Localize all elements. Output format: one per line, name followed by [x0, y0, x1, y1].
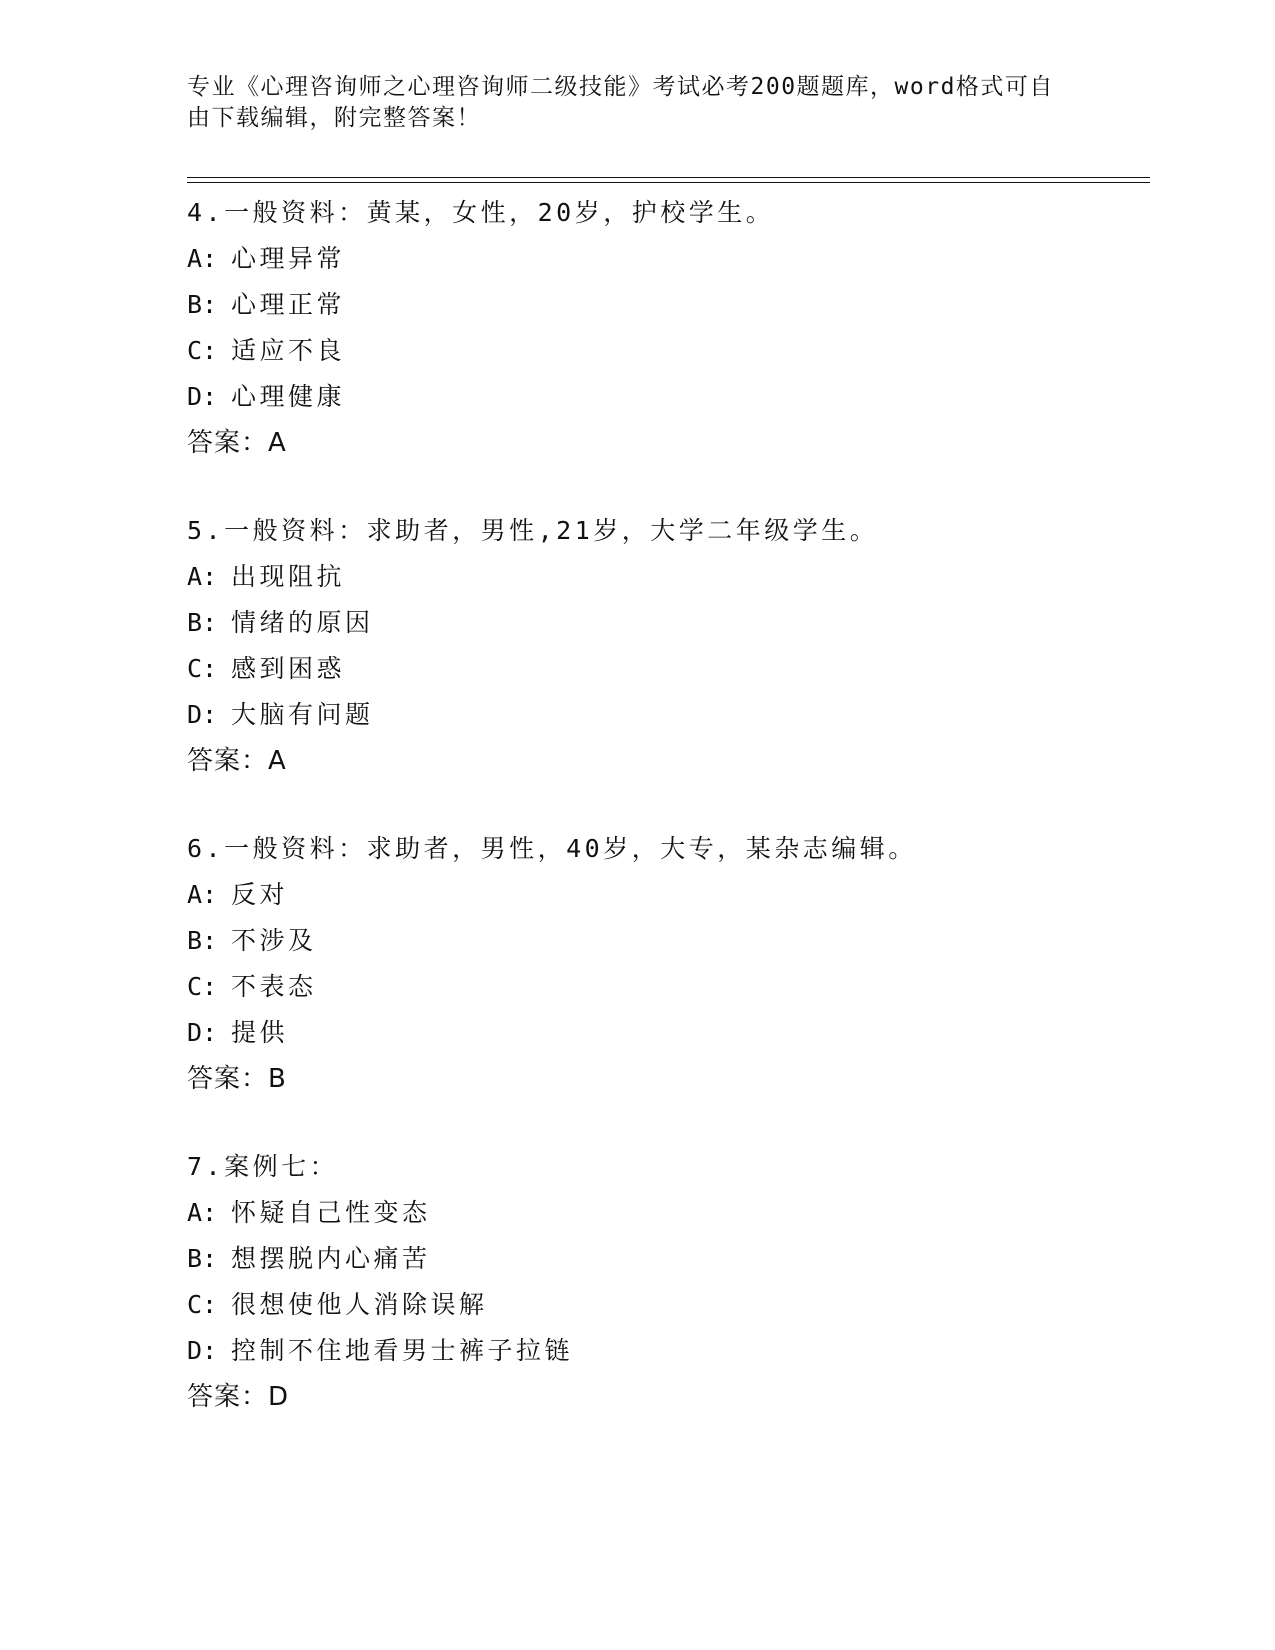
option-text: 大脑有问题 [231, 700, 374, 729]
option-text: 提供 [231, 1018, 289, 1047]
option-letter: C: [187, 1290, 218, 1319]
question-list [187, 190, 1147, 1462]
option-text: 出现阻抗 [231, 562, 346, 591]
option-letter: B: [187, 608, 218, 637]
option-c [187, 1282, 1147, 1328]
header-divider-top [187, 177, 1150, 178]
question-stem: 5.一般资料：求助者，男性,21岁，大学二年级学生。 [187, 516, 879, 545]
question-4 [187, 190, 1147, 466]
option-text: 不表态 [231, 972, 317, 1001]
option-letter: D: [187, 1018, 218, 1047]
option-letter: D: [187, 700, 218, 729]
option-c [187, 964, 1147, 1010]
option-text: 心理健康 [231, 382, 346, 411]
option-letter: C: [187, 654, 218, 683]
option-text: 很想使他人消除误解 [231, 1290, 488, 1319]
option-letter: C: [187, 336, 218, 365]
option-letter: A: [187, 562, 218, 591]
answer-line: 答案：A [187, 428, 287, 458]
header-line-1: 专业《心理咨询师之心理咨询师二级技能》考试必考200题题库，word格式可自 [187, 74, 1054, 100]
document-header [187, 72, 1077, 134]
option-letter: C: [187, 972, 218, 1001]
answer-line: 答案：D [187, 1382, 290, 1412]
option-text: 反对 [231, 880, 289, 909]
question-stem: 6.一般资料：求助者，男性，40岁，大专，某杂志编辑。 [187, 834, 917, 863]
answer-line: 答案：B [187, 1064, 287, 1094]
header-divider-bottom [187, 182, 1150, 183]
question-stem: 7.案例七： [187, 1152, 339, 1181]
option-a [187, 872, 1147, 918]
option-text: 想摆脱内心痛苦 [231, 1244, 431, 1273]
option-letter: B: [187, 926, 218, 955]
option-d [187, 374, 1147, 420]
question-5 [187, 508, 1147, 784]
option-b [187, 918, 1147, 964]
option-letter: A: [187, 1198, 218, 1227]
option-d [187, 1328, 1147, 1374]
option-letter: A: [187, 880, 218, 909]
option-a [187, 554, 1147, 600]
answer-line: 答案：A [187, 746, 287, 776]
option-text: 不涉及 [231, 926, 317, 955]
option-text: 心理异常 [231, 244, 346, 273]
option-text: 控制不住地看男士裤子拉链 [231, 1336, 574, 1365]
option-d [187, 1010, 1147, 1056]
option-b [187, 600, 1147, 646]
option-text: 感到困惑 [231, 654, 346, 683]
option-text: 怀疑自己性变态 [231, 1198, 431, 1227]
question-6 [187, 826, 1147, 1102]
option-d [187, 692, 1147, 738]
option-letter: D: [187, 382, 218, 411]
option-a [187, 1190, 1147, 1236]
option-text: 情绪的原因 [231, 608, 374, 637]
question-stem: 4.一般资料：黄某，女性，20岁，护校学生。 [187, 198, 775, 227]
option-letter: B: [187, 290, 218, 319]
option-c [187, 328, 1147, 374]
option-b [187, 282, 1147, 328]
question-7 [187, 1144, 1147, 1420]
option-letter: D: [187, 1336, 218, 1365]
option-text: 心理正常 [231, 290, 346, 319]
header-line-2: 由下载编辑，附完整答案！ [187, 105, 481, 131]
option-letter: B: [187, 1244, 218, 1273]
option-c [187, 646, 1147, 692]
option-b [187, 1236, 1147, 1282]
option-letter: A: [187, 244, 218, 273]
option-text: 适应不良 [231, 336, 346, 365]
option-a [187, 236, 1147, 282]
